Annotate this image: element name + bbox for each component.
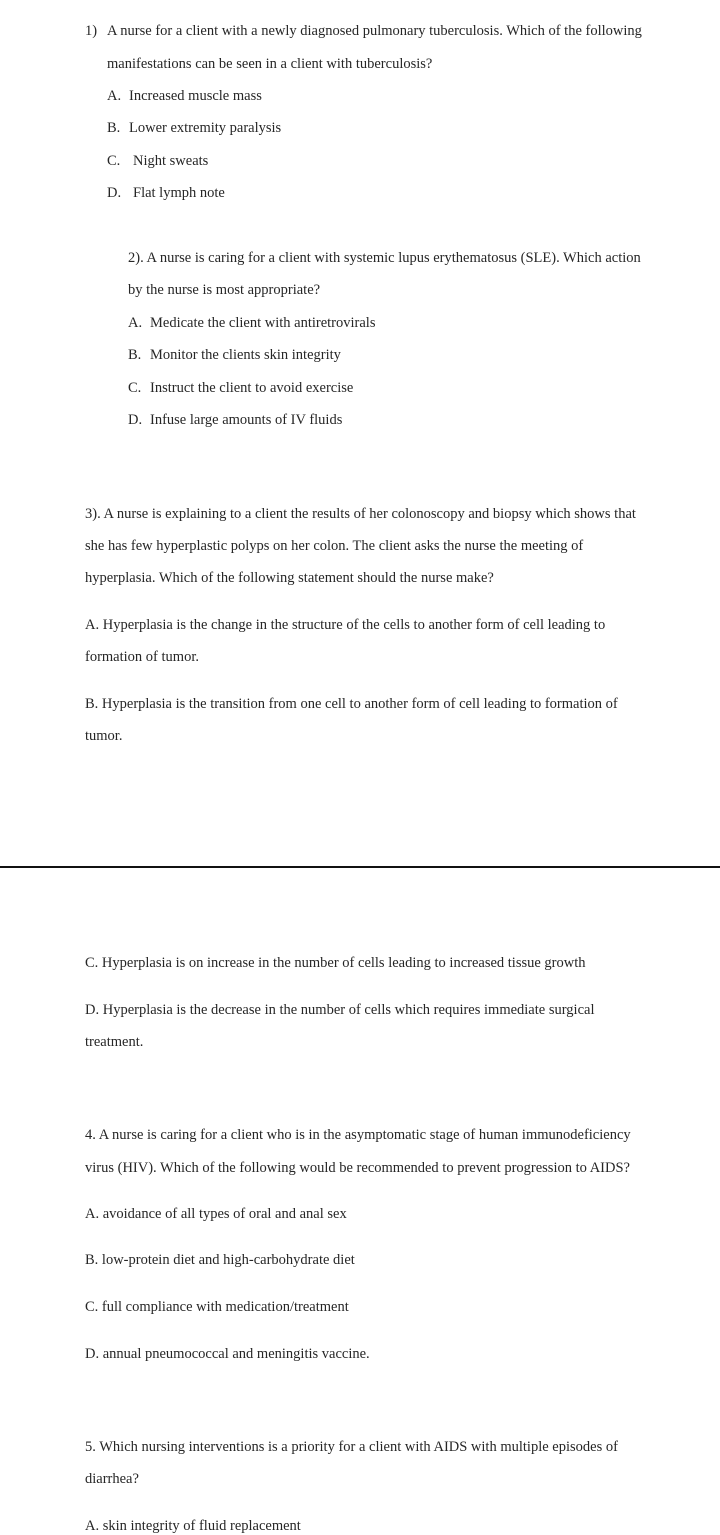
question-stem: 2). A nurse is caring for a client with systemic lupus erythematosus (SLE). Which action [128,250,641,266]
option-d-continued: treatment. [85,1034,144,1050]
option-b: B. Hyperplasia is the transition from one cell to another form of cell leading to formation of [85,696,618,712]
option-a: A. Hyperplasia is the change in the structure of the cells to another form of cell leading to [85,617,606,633]
question-stem: diarrhea? [85,1471,139,1487]
option-text: Infuse large amounts of IV fluids [150,412,343,428]
option-b-continued: tumor. [85,728,123,744]
option-letter: B. [107,120,121,136]
option-letter: A. [128,315,143,331]
question-stem: virus (HIV). Which of the following would be recommended to prevent progression to AIDS? [85,1160,630,1176]
option-text: Flat lymph note [133,185,225,201]
question-number: 1) [85,23,98,39]
option-c: C. full compliance with medication/treatment [85,1299,349,1315]
option-letter: A. [107,88,122,104]
option-d: D. Hyperplasia is the decrease in the number of cells which requires immediate surgical [85,1002,595,1018]
option-d: D. annual pneumococcal and meningitis vaccine. [85,1346,370,1362]
option-b: B. low-protein diet and high-carbohydrate diet [85,1252,355,1268]
option-text: Medicate the client with antiretrovirals [150,315,376,331]
question-stem: hyperplasia. Which of the following statement should the nurse make? [85,570,494,586]
option-text: Monitor the clients skin integrity [150,347,341,363]
question-stem: A nurse for a client with a newly diagnosed pulmonary tuberculosis. Which of the following [107,23,642,39]
option-letter: B. [128,347,142,363]
option-text: Night sweats [133,153,209,169]
option-text: Instruct the client to avoid exercise [150,380,354,396]
option-text: Lower extremity paralysis [129,120,282,136]
option-a-continued: formation of tumor. [85,649,199,665]
option-c: C. Hyperplasia is on increase in the number of cells leading to increased tissue growth [85,955,586,971]
option-a: A. skin integrity of fluid replacement [85,1518,301,1534]
option-text: Increased muscle mass [129,88,262,104]
option-letter: C. [128,380,142,396]
question-stem: she has few hyperplastic polyps on her colon. The client asks the nurse the meeting of [85,538,584,554]
option-letter: D. [107,185,122,201]
option-letter: D. [128,412,143,428]
page-divider [0,866,720,868]
question-stem: 5. Which nursing interventions is a priority for a client with AIDS with multiple episodes of [85,1439,618,1455]
question-stem: 4. A nurse is caring for a client who is in the asymptomatic stage of human immunodeficiency [85,1127,631,1143]
question-stem: manifestations can be seen in a client with tuberculosis? [107,56,433,72]
option-a: A. avoidance of all types of oral and anal sex [85,1206,347,1222]
question-stem: 3). A nurse is explaining to a client the results of her colonoscopy and biopsy which shows that [85,506,636,522]
question-stem: by the nurse is most appropriate? [128,282,321,298]
option-letter: C. [107,153,121,169]
